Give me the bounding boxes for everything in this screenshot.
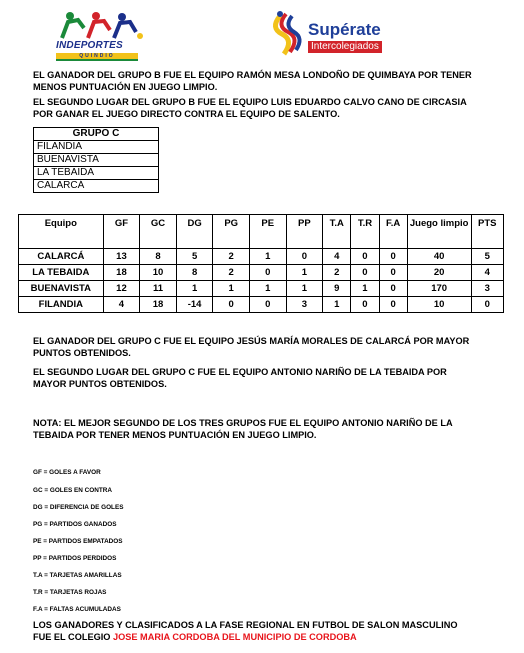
cell: 0	[249, 297, 286, 313]
indeportes-logo	[48, 10, 148, 60]
cell: 1	[351, 281, 379, 297]
cell: 40	[407, 249, 471, 265]
header-cell: PG	[213, 215, 250, 249]
table-row	[19, 281, 504, 297]
abbreviation: PP = PARTIDOS PERDIDOS	[33, 555, 117, 562]
paragraph-group-b-winner: EL GANADOR DEL GRUPO B FUE EL EQUIPO RAMÓN MESA LONDOÑO DE QUIMBAYA POR TENER MENOS PUNTUACIÓN EN JUEGO LIMPIO.	[33, 70, 472, 92]
winning-school: JOSE MARIA CORDOBA DEL MUNICIPIO DE CORDOBA	[112, 631, 357, 642]
abbreviation: T.A = TARJETAS AMARILLAS	[33, 572, 122, 579]
cell: LA TEBAIDA	[19, 265, 104, 281]
cell: 1	[249, 281, 286, 297]
cell: 13	[103, 249, 140, 265]
cell: BUENAVISTA	[19, 281, 104, 297]
cell: 1	[213, 281, 250, 297]
cell: 0	[379, 297, 407, 313]
cell: 4	[471, 265, 503, 281]
standings-table	[18, 214, 504, 313]
cell: 0	[213, 297, 250, 313]
header-cell: F.A	[379, 215, 407, 249]
header-cell: GC	[140, 215, 177, 249]
cell: CALARCÁ	[19, 249, 104, 265]
cell: 4	[323, 249, 351, 265]
athletes-icon	[48, 10, 148, 42]
superate-logo	[268, 10, 418, 60]
header-cell: T.R	[351, 215, 379, 249]
cell: -14	[176, 297, 213, 313]
intercolegiados-label: Intercolegiados	[308, 41, 382, 53]
cell: 4	[103, 297, 140, 313]
header-cell: PTS	[471, 215, 503, 249]
paragraph-group-c-second: EL SEGUNDO LUGAR DEL GRUPO C FUE EL EQUIPO ANTONIO NARIÑO DE LA TEBAIDA POR MAYOR PUNTOS OBTENIDOS.	[33, 367, 447, 389]
table-row	[19, 249, 504, 265]
header-cell: PE	[249, 215, 286, 249]
cell: 0	[379, 265, 407, 281]
table-row	[19, 265, 504, 281]
cell: 5	[176, 249, 213, 265]
cell: 12	[103, 281, 140, 297]
cell: 8	[140, 249, 177, 265]
superate-brand: Supérate	[308, 20, 381, 39]
paragraph-note: NOTA: EL MEJOR SEGUNDO DE LOS TRES GRUPOS FUE EL EQUIPO ANTONIO NARIÑO DE LA TEBAIDA POR TENER MENOS PUNTUACIÓN EN JUEGO LIMPIO.	[33, 418, 453, 440]
indeportes-text: INDEPORTES	[56, 40, 123, 51]
group-c-table	[33, 127, 159, 193]
abbreviation: F.A = FALTAS ACUMULADAS	[33, 606, 121, 613]
cell: 3	[471, 281, 503, 297]
cell: 1	[176, 281, 213, 297]
abbreviation: GC = GOLES EN CONTRA	[33, 487, 113, 494]
cell: 2	[323, 265, 351, 281]
cell: 0	[351, 265, 379, 281]
cell: FILANDIA	[19, 297, 104, 313]
group-team: LA TEBAIDA	[34, 167, 159, 180]
abbreviation: DG = DIFERENCIA DE GOLES	[33, 504, 124, 511]
header-cell: Juego limpio	[407, 215, 471, 249]
cell: 1	[249, 249, 286, 265]
header-cell: Equipo	[19, 215, 104, 249]
cell: 9	[323, 281, 351, 297]
abbreviation: PG = PARTIDOS GANADOS	[33, 521, 117, 528]
cell: 1	[286, 265, 323, 281]
cell: 10	[140, 265, 177, 281]
quindio-strip: QUINDIO	[56, 53, 138, 61]
cell: 8	[176, 265, 213, 281]
cell: 18	[140, 297, 177, 313]
cell: 0	[351, 297, 379, 313]
cell: 0	[286, 249, 323, 265]
header-cell: T.A	[323, 215, 351, 249]
cell: 0	[249, 265, 286, 281]
abbreviation: PE = PARTIDOS EMPATADOS	[33, 538, 123, 545]
table-row	[19, 297, 504, 313]
cell: 2	[213, 249, 250, 265]
cell: 5	[471, 249, 503, 265]
cell: 0	[471, 297, 503, 313]
paragraph-final	[33, 620, 473, 643]
cell: 18	[103, 265, 140, 281]
group-team: CALARCÁ	[34, 180, 159, 193]
cell: 20	[407, 265, 471, 281]
cell: 2	[213, 265, 250, 281]
cell: 10	[407, 297, 471, 313]
superate-swirl-icon	[268, 10, 308, 58]
paragraph-group-b-second: EL SEGUNDO LUGAR DEL GRUPO B FUE EL EQUIPO LUIS EDUARDO CALVO CANO DE CIRCASIA POR GANAR EL JUEGO DIRECTO CONTRA EL EQUIPO DE SALENTO.	[33, 97, 467, 119]
cell: 0	[379, 281, 407, 297]
header-cell: DG	[176, 215, 213, 249]
group-team: FILANDIA	[34, 141, 159, 154]
cell: 0	[379, 249, 407, 265]
cell: 3	[286, 297, 323, 313]
cell: 170	[407, 281, 471, 297]
group-title: GRUPO C	[34, 128, 159, 141]
final-text: LOS GANADORES Y CLASIFICADOS A LA FASE REGIONAL EN FUTBOL DE SALON MASCULINO FUE EL COLEGIO	[33, 620, 458, 642]
group-team: BUENAVISTA	[34, 154, 159, 167]
paragraph-group-c-winner: EL GANADOR DEL GRUPO C FUE EL EQUIPO JESÚS MARÍA MORALES DE CALARCÁ POR MAYOR PUNTOS OBTENIDOS.	[33, 336, 470, 358]
cell: 11	[140, 281, 177, 297]
abbreviation: GF = GOLES A FAVOR	[33, 469, 101, 476]
cell: 1	[323, 297, 351, 313]
header-cell: GF	[103, 215, 140, 249]
cell: 0	[351, 249, 379, 265]
standings-header-row	[19, 215, 504, 249]
cell: 1	[286, 281, 323, 297]
header-cell: PP	[286, 215, 323, 249]
abbreviation: T.R = TARJETAS ROJAS	[33, 589, 107, 596]
